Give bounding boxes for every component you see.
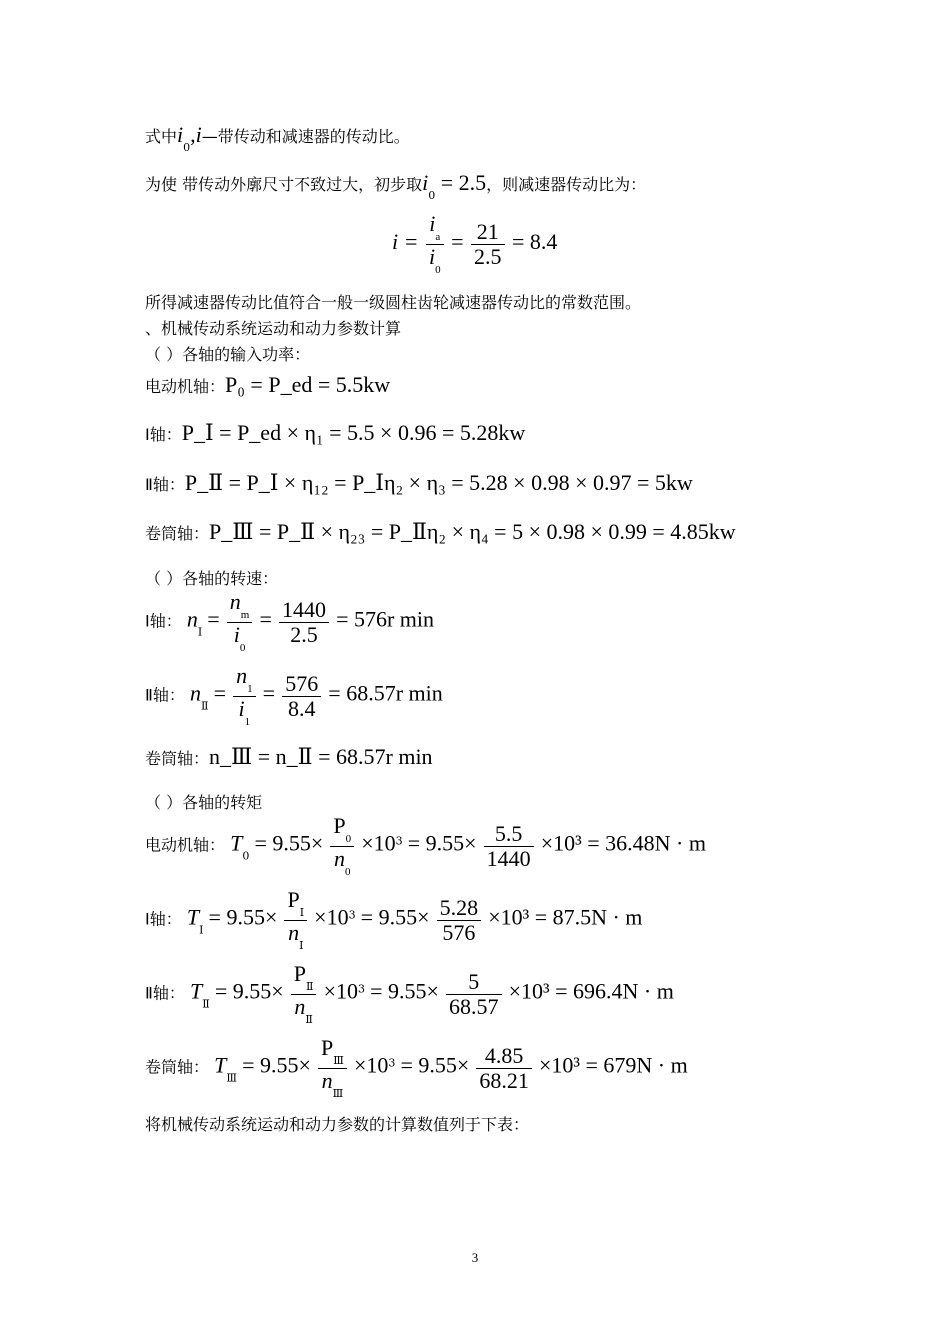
symbol-i: i	[177, 122, 184, 147]
definition-text: —带传动和减速器的传动比。	[201, 127, 410, 146]
reducer-ratio-equation: i = $\frac{i_a}{i_0}$ = $\frac{21}{2.5}$ = 8.4	[392, 211, 558, 276]
subsection-speed: （ ）各轴的转速：	[145, 569, 279, 588]
initial-ratio-line: 为使 带传动外廓尺寸不致过大，初步取$i_0 = 2.5$，则减速器传动比为：	[145, 170, 647, 202]
torque-shaft2-line: Ⅱ轴： $T_Ⅱ = 9.55\times$ $\frac{P_Ⅱ}{n_Ⅱ}$ $\times 10^3 = 9.55\times$ $\frac{5}{68.57}$ ×10³ = 696.4N · m	[145, 961, 674, 1026]
power-motor-line: 电动机轴：P₀ = P_ed = 5.5kw	[145, 372, 391, 397]
section-heading: 、机械传动系统运动和动力参数计算	[145, 319, 402, 338]
subsection-torque: （ ）各轴的转矩	[145, 793, 263, 812]
power-shaft1-line: Ⅰ轴：P_Ⅰ = P_ed × η₁ = 5.5 × 0.96 = 5.28kw	[145, 420, 526, 445]
speed-shaft1-line: Ⅰ轴： $n_Ⅰ$ = $\frac{n_m}{i_0}$ = $\frac{1440}{2.5}$ = 576r min	[145, 589, 435, 654]
speed-drum-line: 卷筒轴：n_Ⅲ = n_Ⅱ = 68.57r min	[145, 744, 433, 769]
power-drum-line: 卷筒轴：P_Ⅲ = P_Ⅱ × η₂₃ = P_Ⅱη₂ × η₄ = 5 × 0.98 × 0.99 = 4.85kw	[145, 519, 736, 544]
text-prefix: 式中	[145, 127, 178, 146]
table-intro-text: 将机械传动系统运动和动力参数的计算数值列于下表：	[145, 1115, 530, 1134]
fraction: $\frac{21}{2.5}$	[471, 220, 505, 267]
torque-drum-line: 卷筒轴： $T_Ⅲ = 9.55\times$ $\frac{P_Ⅲ}{n_Ⅲ}$ $\times 10^3 = 9.55\times$ $\frac{4.85}{68.21}$ ×10³ = 679N · m	[145, 1035, 688, 1100]
torque-shaft1-line: Ⅰ轴： $T_Ⅰ = 9.55\times$ $\frac{P_Ⅰ}{n_Ⅰ}$ $\times 10^3 = 9.55\times$ $\frac{5.28}{576}$ ×10³ = 87.5N · m	[145, 887, 643, 952]
conclusion-text: 所得减速器传动比值符合一般一级圆柱齿轮减速器传动比的常数范围。	[145, 293, 642, 312]
fraction: $\frac{i_a}{i_0}$	[426, 212, 444, 276]
page-number: 3	[471, 1250, 479, 1265]
torque-motor-line: 电动机轴： $T_0 = 9.55\times$ $\frac{P_0}{n_0}$ $\times 10^3 = 9.55\times$ $\frac{5.5}{1440}$ ×10³ = 36.48N · m	[145, 813, 706, 878]
symbol-i2: ,i	[190, 122, 202, 147]
subsection-power: （ ）各轴的输入功率：	[145, 345, 311, 364]
definition-line: 式中$i_0,i—$带传动和减速器的传动比。	[145, 122, 410, 154]
power-shaft2-line: Ⅱ轴：P_Ⅱ = P_Ⅰ × η₁₂ = P_Ⅰη₂ × η₃ = 5.28 × 0.98 × 0.97 = 5kw	[145, 470, 693, 495]
speed-shaft2-line: Ⅱ轴： $n_Ⅱ$ = $\frac{n_1}{i_1}$ = $\frac{576}{8.4}$ = 68.57r min	[145, 663, 443, 728]
